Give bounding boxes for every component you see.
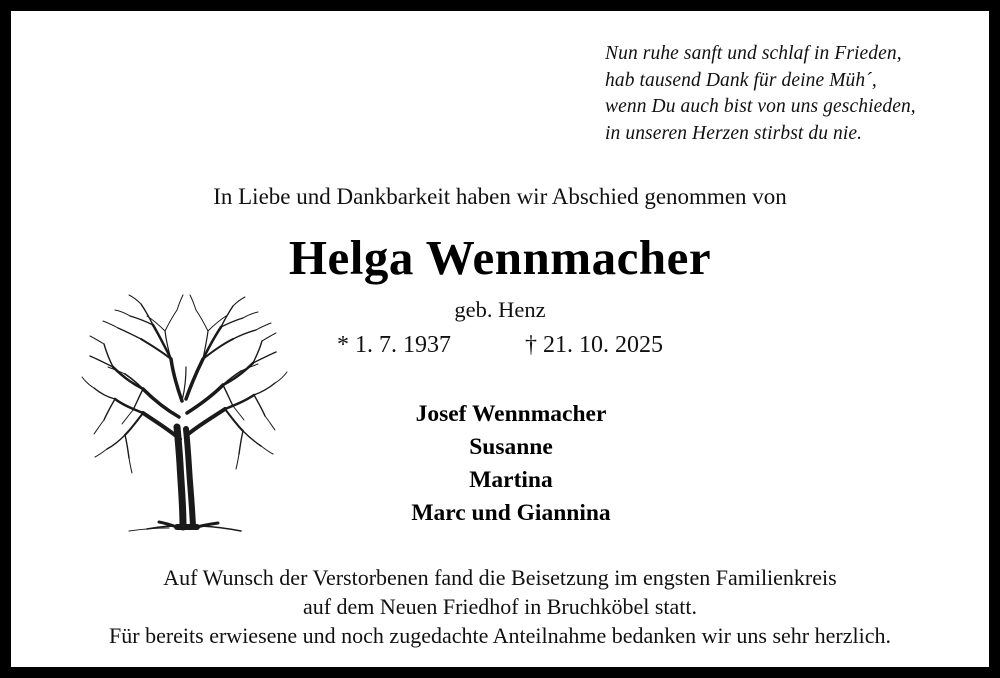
survivor-2: Susanne (469, 434, 553, 460)
survivors-list (296, 398, 726, 530)
obituary-card (9, 9, 991, 669)
poem-line-3: wenn Du auch bist von uns geschieden, (605, 96, 916, 117)
poem-line-4: in unseren Herzen stirbst du nie. (605, 122, 863, 144)
poem-verse (605, 41, 916, 147)
survivor-1: Josef Wennmacher (415, 401, 607, 427)
poem-line-1: Nun ruhe sanft und schlaf in Frieden, (605, 43, 902, 64)
closing-text (11, 563, 989, 650)
deceased-name: Helga Wennmacher (288, 230, 712, 285)
intro-text: In Liebe und Dankbarkeit haben wir Abschied genommen von (213, 184, 787, 209)
birth-date: * 1. 7. 1937 (337, 332, 451, 358)
survivor-4: Marc und Giannina (411, 500, 611, 526)
death-date: † 21. 10. 2025 (525, 332, 663, 358)
survivor-3: Martina (469, 467, 553, 493)
closing-line-2: auf dem Neuen Friedhof in Bruchköbel statt. (302, 594, 698, 619)
closing-line-1: Auf Wunsch der Verstorbenen fand die Beisetzung im engsten Familienkreis (163, 565, 837, 590)
poem-line-2: hab tausend Dank für deine Müh´, (605, 69, 877, 91)
closing-line-3: Für bereits erwiesene und noch zugedachte Anteilnahme bedanken wir uns sehr herzlich. (109, 623, 891, 648)
tree-illustration-icon (73, 289, 301, 535)
maiden-name: geb. Henz (454, 297, 546, 322)
